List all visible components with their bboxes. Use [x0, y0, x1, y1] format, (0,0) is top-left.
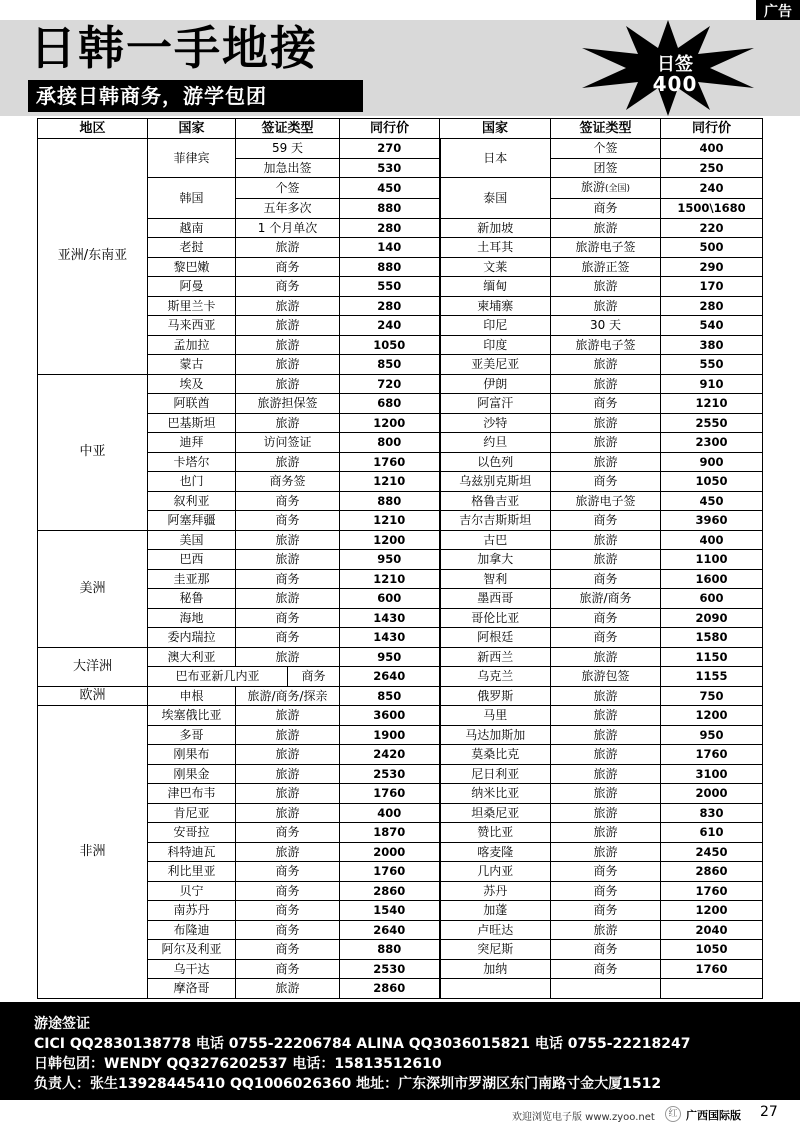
visa-cell: 旅游 [236, 842, 340, 862]
price-cell: 1100 [661, 550, 763, 570]
visa-cell: 旅游担保签 [236, 394, 340, 414]
visa-cell: 旅游 [551, 550, 661, 570]
country-cell: 格鲁吉亚 [440, 491, 551, 511]
price-cell: 170 [661, 277, 763, 297]
region-cell: 美洲 [38, 530, 148, 647]
price-cell: 2040 [661, 920, 763, 940]
price-cell: 2640 [340, 920, 440, 940]
country-cell: 贝宁 [148, 881, 236, 901]
country-cell: 迪拜 [148, 433, 236, 453]
country-cell: 尼日利亚 [440, 764, 551, 784]
price-cell: 1760 [661, 959, 763, 979]
price-cell: 1760 [661, 881, 763, 901]
price-cell: 2860 [340, 881, 440, 901]
price-cell: 680 [340, 394, 440, 414]
price-cell: 2860 [661, 862, 763, 882]
country-cell: 黎巴嫩 [148, 257, 236, 277]
price-cell: 1760 [340, 862, 440, 882]
country-cell: 南苏丹 [148, 901, 236, 921]
visa-cell: 旅游 [551, 686, 661, 706]
visa-cell: 商务 [236, 881, 340, 901]
price-cell: 950 [340, 550, 440, 570]
price-cell: 1050 [661, 472, 763, 492]
price-cell: 550 [661, 355, 763, 375]
country-cell: 泰国 [440, 178, 551, 219]
price-cell: 550 [340, 277, 440, 297]
price-cell: 1900 [340, 725, 440, 745]
country-cell: 马达加斯加 [440, 725, 551, 745]
country-cell: 乌干达 [148, 959, 236, 979]
country-cell: 几内亚 [440, 862, 551, 882]
badge-price: 400 [652, 72, 698, 96]
country-cell: 古巴 [440, 530, 551, 550]
price-cell: 720 [340, 374, 440, 394]
price-cell: 1430 [340, 628, 440, 648]
country-cell: 阿尔及利亚 [148, 940, 236, 960]
country-cell: 巴基斯坦 [148, 413, 236, 433]
price-cell: 380 [661, 335, 763, 355]
country-cell: 马来西亚 [148, 316, 236, 336]
price-cell: 250 [661, 158, 763, 178]
price-cell: 1210 [661, 394, 763, 414]
price-cell: 830 [661, 803, 763, 823]
header-price: 同行价 [340, 119, 440, 139]
visa-cell: 商务 [236, 628, 340, 648]
visa-cell: 商务 [551, 628, 661, 648]
visa-cell: 五年多次 [236, 199, 340, 219]
visa-cell: 商务 [236, 511, 340, 531]
country-cell: 纳米比亚 [440, 784, 551, 804]
price-cell: 450 [661, 491, 763, 511]
header-visa-type: 签证类型 [236, 119, 340, 139]
page-title: 日韩一手地接 [30, 21, 318, 75]
visa-cell: 旅游 [551, 823, 661, 843]
visa-cell: 商务 [236, 277, 340, 297]
magazine-name: 广西国际版 [686, 1109, 741, 1122]
region-cell: 欧洲 [38, 686, 148, 706]
country-cell: 以色列 [440, 452, 551, 472]
country-cell: 布隆迪 [148, 920, 236, 940]
price-cell: 800 [340, 433, 440, 453]
price-cell: 2450 [661, 842, 763, 862]
price-cell: 240 [340, 316, 440, 336]
country-cell: 津巴布韦 [148, 784, 236, 804]
visa-cell: 商务 [236, 959, 340, 979]
price-cell: 2300 [661, 433, 763, 453]
visa-cell: 商务 [551, 862, 661, 882]
visa-cell: 旅游 [236, 452, 340, 472]
country-cell: 卢旺达 [440, 920, 551, 940]
visa-cell: 商务 [236, 257, 340, 277]
price-cell: 140 [340, 238, 440, 258]
header-price-2: 同行价 [661, 119, 763, 139]
price-cell: 1760 [340, 784, 440, 804]
country-cell: 海地 [148, 608, 236, 628]
visa-cell: 旅游 [551, 647, 661, 667]
table-row [38, 686, 763, 706]
price-cell: 950 [340, 647, 440, 667]
region-cell: 大洋洲 [38, 647, 148, 686]
price-cell: 880 [340, 199, 440, 219]
visa-cell: 旅游 [236, 296, 340, 316]
price-cell: 910 [661, 374, 763, 394]
country-cell: 圭亚那 [148, 569, 236, 589]
price-cell: 1580 [661, 628, 763, 648]
visa-cell: 旅游 [551, 784, 661, 804]
country-cell: 摩洛哥 [148, 979, 236, 999]
price-cell: 1200 [661, 706, 763, 726]
visa-cell: 商务 [551, 569, 661, 589]
price-cell: 880 [340, 491, 440, 511]
visa-cell: 30 天 [551, 316, 661, 336]
empty-cell [551, 979, 661, 999]
visa-cell: 商务 [551, 472, 661, 492]
price-cell: 500 [661, 238, 763, 258]
visa-cell: 旅游 [236, 550, 340, 570]
country-cell: 缅甸 [440, 277, 551, 297]
country-cell: 阿曼 [148, 277, 236, 297]
price-cell: 1210 [340, 511, 440, 531]
visa-cell: 旅游 [236, 803, 340, 823]
visa-cell: 商务 [236, 823, 340, 843]
country-cell: 伊朗 [440, 374, 551, 394]
price-cell: 1050 [661, 940, 763, 960]
contact-line: 负责人：张生13928445410 QQ1006026360 地址：广东深圳市罗湖区东门南路寸金大厦1512 [34, 1076, 662, 1092]
country-cell: 刚果布 [148, 745, 236, 765]
contact-line: CICI QQ2830138778 电话 0755-22206784 ALINA QQ3036015821 电话 0755-22218247 [34, 1036, 691, 1052]
visa-cell: 旅游包签 [551, 667, 661, 687]
country-cell: 申根 [148, 686, 236, 706]
price-cell: 1200 [661, 901, 763, 921]
table-header [38, 119, 763, 139]
price-cell: 1760 [661, 745, 763, 765]
visa-cell: 旅游电子签 [551, 335, 661, 355]
country-cell: 埃塞俄比亚 [148, 706, 236, 726]
price-cell: 1150 [661, 647, 763, 667]
visa-cell: 旅游 [551, 725, 661, 745]
visa-cell: 商务 [236, 920, 340, 940]
visa-cell: 商务 [236, 491, 340, 511]
price-cell: 1430 [340, 608, 440, 628]
price-cell: 600 [340, 589, 440, 609]
visa-cell: 个签 [236, 178, 340, 199]
country-cell: 利比里亚 [148, 862, 236, 882]
ad-tag: 广告 [756, 0, 800, 22]
visa-cell: 旅游 [236, 764, 340, 784]
country-cell: 印度 [440, 335, 551, 355]
visa-cell: 59 天 [236, 139, 340, 159]
country-cell: 沙特 [440, 413, 551, 433]
visa-cell: 旅游 [551, 277, 661, 297]
country-cell: 美国 [148, 530, 236, 550]
visa-cell: 商务 [551, 940, 661, 960]
price-cell: 2090 [661, 608, 763, 628]
visa-cell: 团签 [551, 158, 661, 178]
visa-cell: 商务 [288, 667, 340, 687]
visa-cell: 旅游 [551, 374, 661, 394]
price-cell: 1870 [340, 823, 440, 843]
visa-cell: 旅游/商务 [551, 589, 661, 609]
country-cell: 阿塞拜疆 [148, 511, 236, 531]
visa-cell: 旅游 [236, 725, 340, 745]
visa-cell: 旅游 [551, 745, 661, 765]
country-cell: 巴西 [148, 550, 236, 570]
country-cell: 亚美尼亚 [440, 355, 551, 375]
price-cell: 530 [340, 158, 440, 178]
country-cell: 柬埔寨 [440, 296, 551, 316]
visa-cell: 旅游 [551, 764, 661, 784]
visa-text: 旅游 [580, 180, 605, 194]
visa-cell: 商务 [236, 940, 340, 960]
country-cell: 加拿大 [440, 550, 551, 570]
region-cell: 中亚 [38, 374, 148, 530]
country-cell: 阿富汗 [440, 394, 551, 414]
contact-line: 日韩包团：WENDY QQ3276202537 电话：15813512610 [34, 1056, 442, 1072]
country-cell: 蒙古 [148, 355, 236, 375]
visa-cell: 旅游 [551, 452, 661, 472]
country-cell: 莫桑比克 [440, 745, 551, 765]
price-cell: 900 [661, 452, 763, 472]
price-cell: 280 [340, 218, 440, 238]
price-cell: 2530 [340, 959, 440, 979]
table-row [38, 647, 763, 667]
country-cell: 巴布亚新几内亚 [148, 667, 288, 687]
visa-cell: 旅游/商务/探亲 [236, 686, 340, 706]
visa-cell: 旅游 [236, 745, 340, 765]
empty-cell [440, 979, 551, 999]
country-cell: 埃及 [148, 374, 236, 394]
price-cell: 400 [340, 803, 440, 823]
price-cell: 240 [661, 178, 763, 199]
price-cell: 450 [340, 178, 440, 199]
visa-cell: 旅游 [551, 803, 661, 823]
visa-cell: 旅游 [236, 706, 340, 726]
visa-cell: 旅游 [551, 218, 661, 238]
logo-icon: 红 [665, 1106, 681, 1122]
country-cell: 印尼 [440, 316, 551, 336]
country-cell: 斯里兰卡 [148, 296, 236, 316]
price-cell: 2860 [340, 979, 440, 999]
contact-footer [0, 1002, 800, 1100]
country-cell: 加蓬 [440, 901, 551, 921]
country-cell: 阿根廷 [440, 628, 551, 648]
region-cell: 亚洲/东南亚 [38, 139, 148, 375]
visa-cell: 旅游 [236, 647, 340, 667]
price-cell: 2530 [340, 764, 440, 784]
visa-cell: 旅游 [551, 296, 661, 316]
visa-cell: 旅游 [236, 374, 340, 394]
price-cell: 880 [340, 940, 440, 960]
visa-cell: 个签 [551, 139, 661, 159]
visa-note: (全国) [605, 184, 631, 194]
country-cell: 委内瑞拉 [148, 628, 236, 648]
price-cell: 610 [661, 823, 763, 843]
price-cell: 270 [340, 139, 440, 159]
country-cell: 苏丹 [440, 881, 551, 901]
table-row [38, 374, 763, 394]
price-cell: 3960 [661, 511, 763, 531]
country-cell: 孟加拉 [148, 335, 236, 355]
table-row [38, 530, 763, 550]
price-cell: 290 [661, 257, 763, 277]
visa-cell: 商务 [236, 862, 340, 882]
visa-cell: 1 个月单次 [236, 218, 340, 238]
country-cell: 乌克兰 [440, 667, 551, 687]
price-cell: 2000 [661, 784, 763, 804]
country-cell: 俄罗斯 [440, 686, 551, 706]
price-cell: 850 [340, 355, 440, 375]
price-cell: 280 [661, 296, 763, 316]
visa-cell: 旅游 [236, 589, 340, 609]
visa-cell: 旅游 [236, 979, 340, 999]
visa-cell: 旅游 [551, 530, 661, 550]
visa-cell: 商务签 [236, 472, 340, 492]
country-cell: 约旦 [440, 433, 551, 453]
country-cell: 文莱 [440, 257, 551, 277]
price-cell: 2000 [340, 842, 440, 862]
price-cell: 3600 [340, 706, 440, 726]
visa-cell: 旅游 [236, 355, 340, 375]
price-cell: 600 [661, 589, 763, 609]
country-cell: 土耳其 [440, 238, 551, 258]
country-cell: 刚果金 [148, 764, 236, 784]
visa-cell: 旅游 [236, 316, 340, 336]
visa-cell: 商务 [236, 569, 340, 589]
visa-cell: 商务 [236, 608, 340, 628]
visa-cell: 旅游 [551, 920, 661, 940]
country-cell: 秘鲁 [148, 589, 236, 609]
price-cell: 750 [661, 686, 763, 706]
price-cell: 400 [661, 530, 763, 550]
visa-cell: 旅游 [551, 355, 661, 375]
price-cell: 1200 [340, 413, 440, 433]
visa-cell: 商务 [551, 881, 661, 901]
visa-cell: 旅游 [551, 413, 661, 433]
country-cell: 叙利亚 [148, 491, 236, 511]
price-cell: 2550 [661, 413, 763, 433]
price-cell: 880 [340, 257, 440, 277]
empty-cell [661, 979, 763, 999]
website-text: 欢迎浏览电子版 www.zyoo.net [512, 1112, 655, 1123]
country-cell: 加纳 [440, 959, 551, 979]
country-cell: 安哥拉 [148, 823, 236, 843]
country-cell: 科特迪瓦 [148, 842, 236, 862]
country-cell: 卡塔尔 [148, 452, 236, 472]
visa-cell: 旅游 [551, 706, 661, 726]
price-cell: 2640 [340, 667, 440, 687]
region-cell: 非洲 [38, 706, 148, 999]
price-cell: 850 [340, 686, 440, 706]
price-cell: 1540 [340, 901, 440, 921]
badge-label: 日签 [657, 54, 693, 75]
visa-cell: 商务 [551, 511, 661, 531]
price-cell: 1210 [340, 472, 440, 492]
table-row [38, 706, 763, 726]
country-cell: 马里 [440, 706, 551, 726]
price-cell: 1050 [340, 335, 440, 355]
visa-cell: 旅游电子签 [551, 491, 661, 511]
price-cell: 950 [661, 725, 763, 745]
header-visa-type-2: 签证类型 [551, 119, 661, 139]
country-cell: 坦桑尼亚 [440, 803, 551, 823]
country-cell: 墨西哥 [440, 589, 551, 609]
header-country-2: 国家 [440, 119, 551, 139]
country-cell: 韩国 [148, 178, 236, 219]
visa-cell: 商务 [236, 901, 340, 921]
country-cell: 菲律宾 [148, 139, 236, 178]
visa-cell: 访问签证 [236, 433, 340, 453]
country-cell: 澳大利亚 [148, 647, 236, 667]
visa-cell: 旅游 [236, 530, 340, 550]
country-cell: 新加坡 [440, 218, 551, 238]
country-cell: 智利 [440, 569, 551, 589]
visa-cell: 旅游正签 [551, 257, 661, 277]
visa-cell [551, 178, 661, 199]
header-region: 地区 [38, 119, 148, 139]
price-cell: 2420 [340, 745, 440, 765]
country-cell: 多哥 [148, 725, 236, 745]
price-cell: 280 [340, 296, 440, 316]
price-table [37, 118, 763, 999]
subtitle: 承接日韩商务，游学包团 [28, 80, 363, 112]
page-number: 27 [760, 1104, 778, 1120]
visa-cell: 旅游电子签 [551, 238, 661, 258]
country-cell: 阿联酋 [148, 394, 236, 414]
visa-cell: 旅游 [551, 842, 661, 862]
country-cell: 新西兰 [440, 647, 551, 667]
country-cell: 也门 [148, 472, 236, 492]
price-cell: 1760 [340, 452, 440, 472]
agency-name: 游途签证 [34, 1016, 90, 1032]
country-cell: 喀麦隆 [440, 842, 551, 862]
page-footer [0, 1104, 800, 1125]
visa-cell: 旅游 [236, 413, 340, 433]
visa-cell: 加急出签 [236, 158, 340, 178]
visa-cell: 商务 [551, 608, 661, 628]
price-cell: 1200 [340, 530, 440, 550]
visa-cell: 商务 [551, 901, 661, 921]
visa-cell: 旅游 [236, 238, 340, 258]
country-cell: 肯尼亚 [148, 803, 236, 823]
country-cell: 吉尔吉斯斯坦 [440, 511, 551, 531]
country-cell: 赞比亚 [440, 823, 551, 843]
price-cell: 1600 [661, 569, 763, 589]
table-row [38, 139, 763, 159]
visa-cell: 旅游 [236, 335, 340, 355]
price-cell: 540 [661, 316, 763, 336]
country-cell: 日本 [440, 139, 551, 178]
visa-cell: 商务 [551, 199, 661, 219]
country-cell: 老挝 [148, 238, 236, 258]
price-cell: 220 [661, 218, 763, 238]
country-cell: 突尼斯 [440, 940, 551, 960]
price-cell: 3100 [661, 764, 763, 784]
country-cell: 乌兹别克斯坦 [440, 472, 551, 492]
price-cell: 1500\1680 [661, 199, 763, 219]
country-cell: 哥伦比亚 [440, 608, 551, 628]
price-cell: 400 [661, 139, 763, 159]
header-country: 国家 [148, 119, 236, 139]
price-cell: 1210 [340, 569, 440, 589]
visa-cell: 旅游 [236, 784, 340, 804]
visa-cell: 旅游 [551, 433, 661, 453]
country-cell: 越南 [148, 218, 236, 238]
price-cell: 1155 [661, 667, 763, 687]
visa-cell: 商务 [551, 959, 661, 979]
visa-cell: 商务 [551, 394, 661, 414]
